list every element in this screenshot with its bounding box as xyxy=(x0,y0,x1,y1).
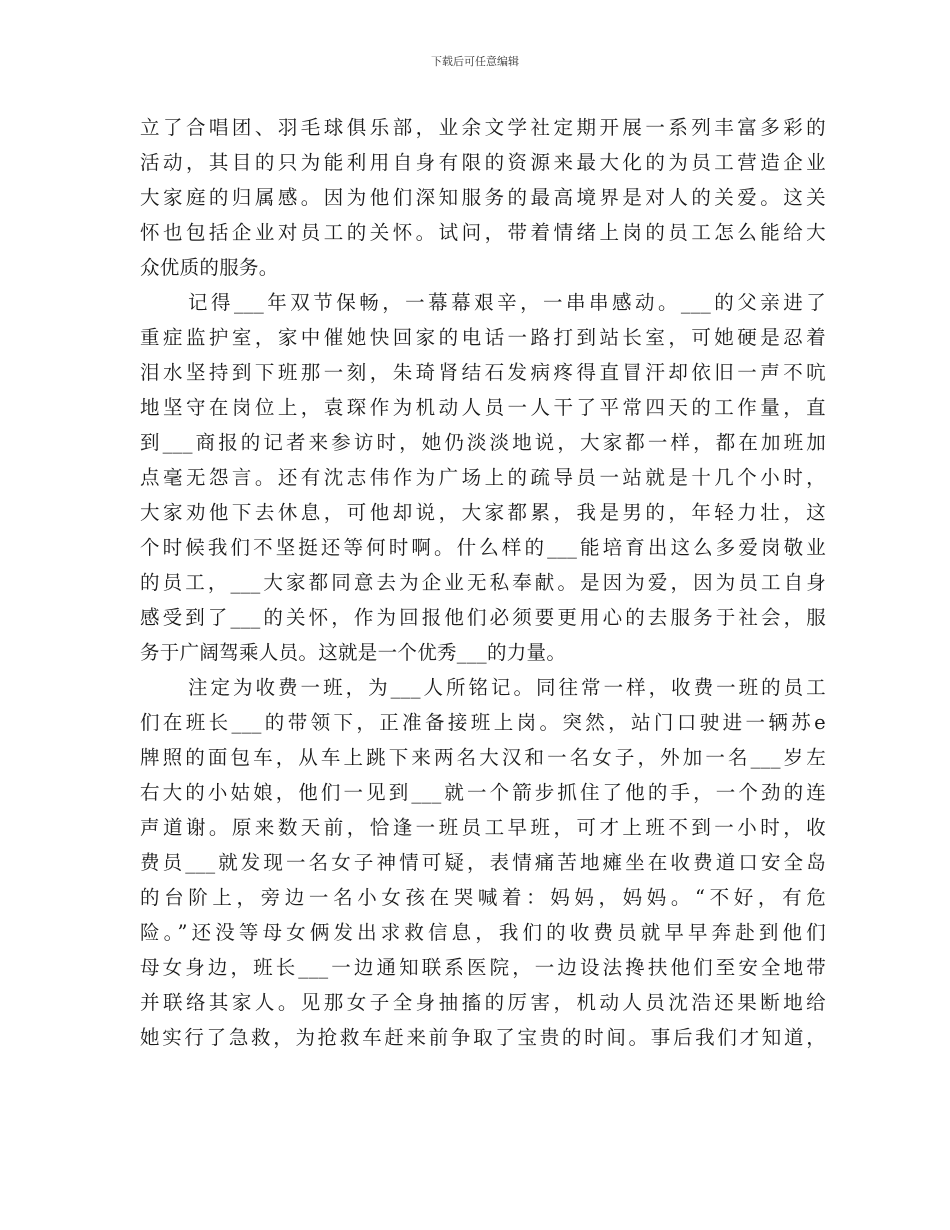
text-line: 怀也包括企业对员工的关怀。试问，带着情绪上岗的员工怎么能给大 xyxy=(140,221,826,244)
text-line: 泪水坚持到下班那一刻，朱琦肾结石发病疼得直冒汗却依旧一声不吭 xyxy=(140,361,826,384)
text-line: 大家劝他下去休息，可他却说，大家都累，我是男的，年轻力壮，这 xyxy=(140,501,826,524)
text-line: 并联络其家人。见那女子全身抽搐的厉害，机动人员沈浩还果断地给 xyxy=(140,991,826,1014)
text-line: 右大的小姑娘，他们一见到___就一个箭步抓住了他的手，一个劲的连 xyxy=(140,781,826,804)
text-line: 的员工，___大家都同意去为企业无私奉献。是因为爱，因为员工自身 xyxy=(140,571,826,594)
text-line: 点毫无怨言。还有沈志伟作为广场上的疏导员一站就是十几个小时， xyxy=(140,466,826,489)
text-line: 险。”还没等母女俩发出求救信息，我们的收费员就早早奔赴到他们 xyxy=(140,921,826,944)
text-line: 地坚守在岗位上，袁琛作为机动人员一人干了平常四天的工作量，直 xyxy=(140,396,826,419)
text-line: 众优质的服务。 xyxy=(140,256,279,279)
document-body xyxy=(140,110,826,1055)
text-line: 个时候我们不坚挺还等何时啊。什么样的___能培育出这么多爱岗敬业 xyxy=(140,536,826,559)
text-line: 务于广阔驾乘人员。这就是一个优秀___的力量。 xyxy=(140,641,567,664)
text-line: 感受到了___的关怀，作为回报他们必须要更用心的去服务于社会，服 xyxy=(140,606,826,629)
text-line: 记得___年双节保畅，一幕幕艰辛，一串串感动。___的父亲进了 xyxy=(188,291,826,314)
text-line: 她实行了急救，为抢救车赶来前争取了宝贵的时间。事后我们才知道， xyxy=(140,1026,826,1049)
text-line: 大家庭的归属感。因为他们深知服务的最高境界是对人的关爱。这关 xyxy=(140,186,826,209)
text-line: 到___商报的记者来参访时，她仍淡淡地说，大家都一样，都在加班加 xyxy=(140,431,826,454)
text-line: 注定为收费一班，为___人所铭记。同往常一样，收费一班的员工 xyxy=(188,676,826,699)
text-line: 费员___就发现一名女子神情可疑，表情痛苦地瘫坐在收费道口安全岛 xyxy=(140,851,826,874)
text-line: 立了合唱团、羽毛球俱乐部，业余文学社定期开展一系列丰富多彩的 xyxy=(140,116,826,139)
text-line: 声道谢。原来数天前，恰逢一班员工早班，可才上班不到一小时，收 xyxy=(140,816,826,839)
text-line: 重症监护室，家中催她快回家的电话一路打到站长室，可她硬是忍着 xyxy=(140,326,826,349)
text-line: 母女身边，班长___一边通知联系医院，一边设法搀扶他们至安全地带 xyxy=(140,956,826,979)
text-line: 活动，其目的只为能利用自身有限的资源来最大化的为员工营造企业 xyxy=(140,151,826,174)
text-line: 们在班长___的带领下，正准备接班上岗。突然，站门口驶进一辆苏e xyxy=(140,711,826,734)
text-line: 的台阶上，旁边一名小女孩在哭喊着：妈妈，妈妈。“不好，有危 xyxy=(140,886,826,909)
page-header: 下载后可任意编辑 xyxy=(431,55,519,68)
text-line: 牌照的面包车，从车上跳下来两名大汉和一名女子，外加一名___岁左 xyxy=(140,746,826,769)
